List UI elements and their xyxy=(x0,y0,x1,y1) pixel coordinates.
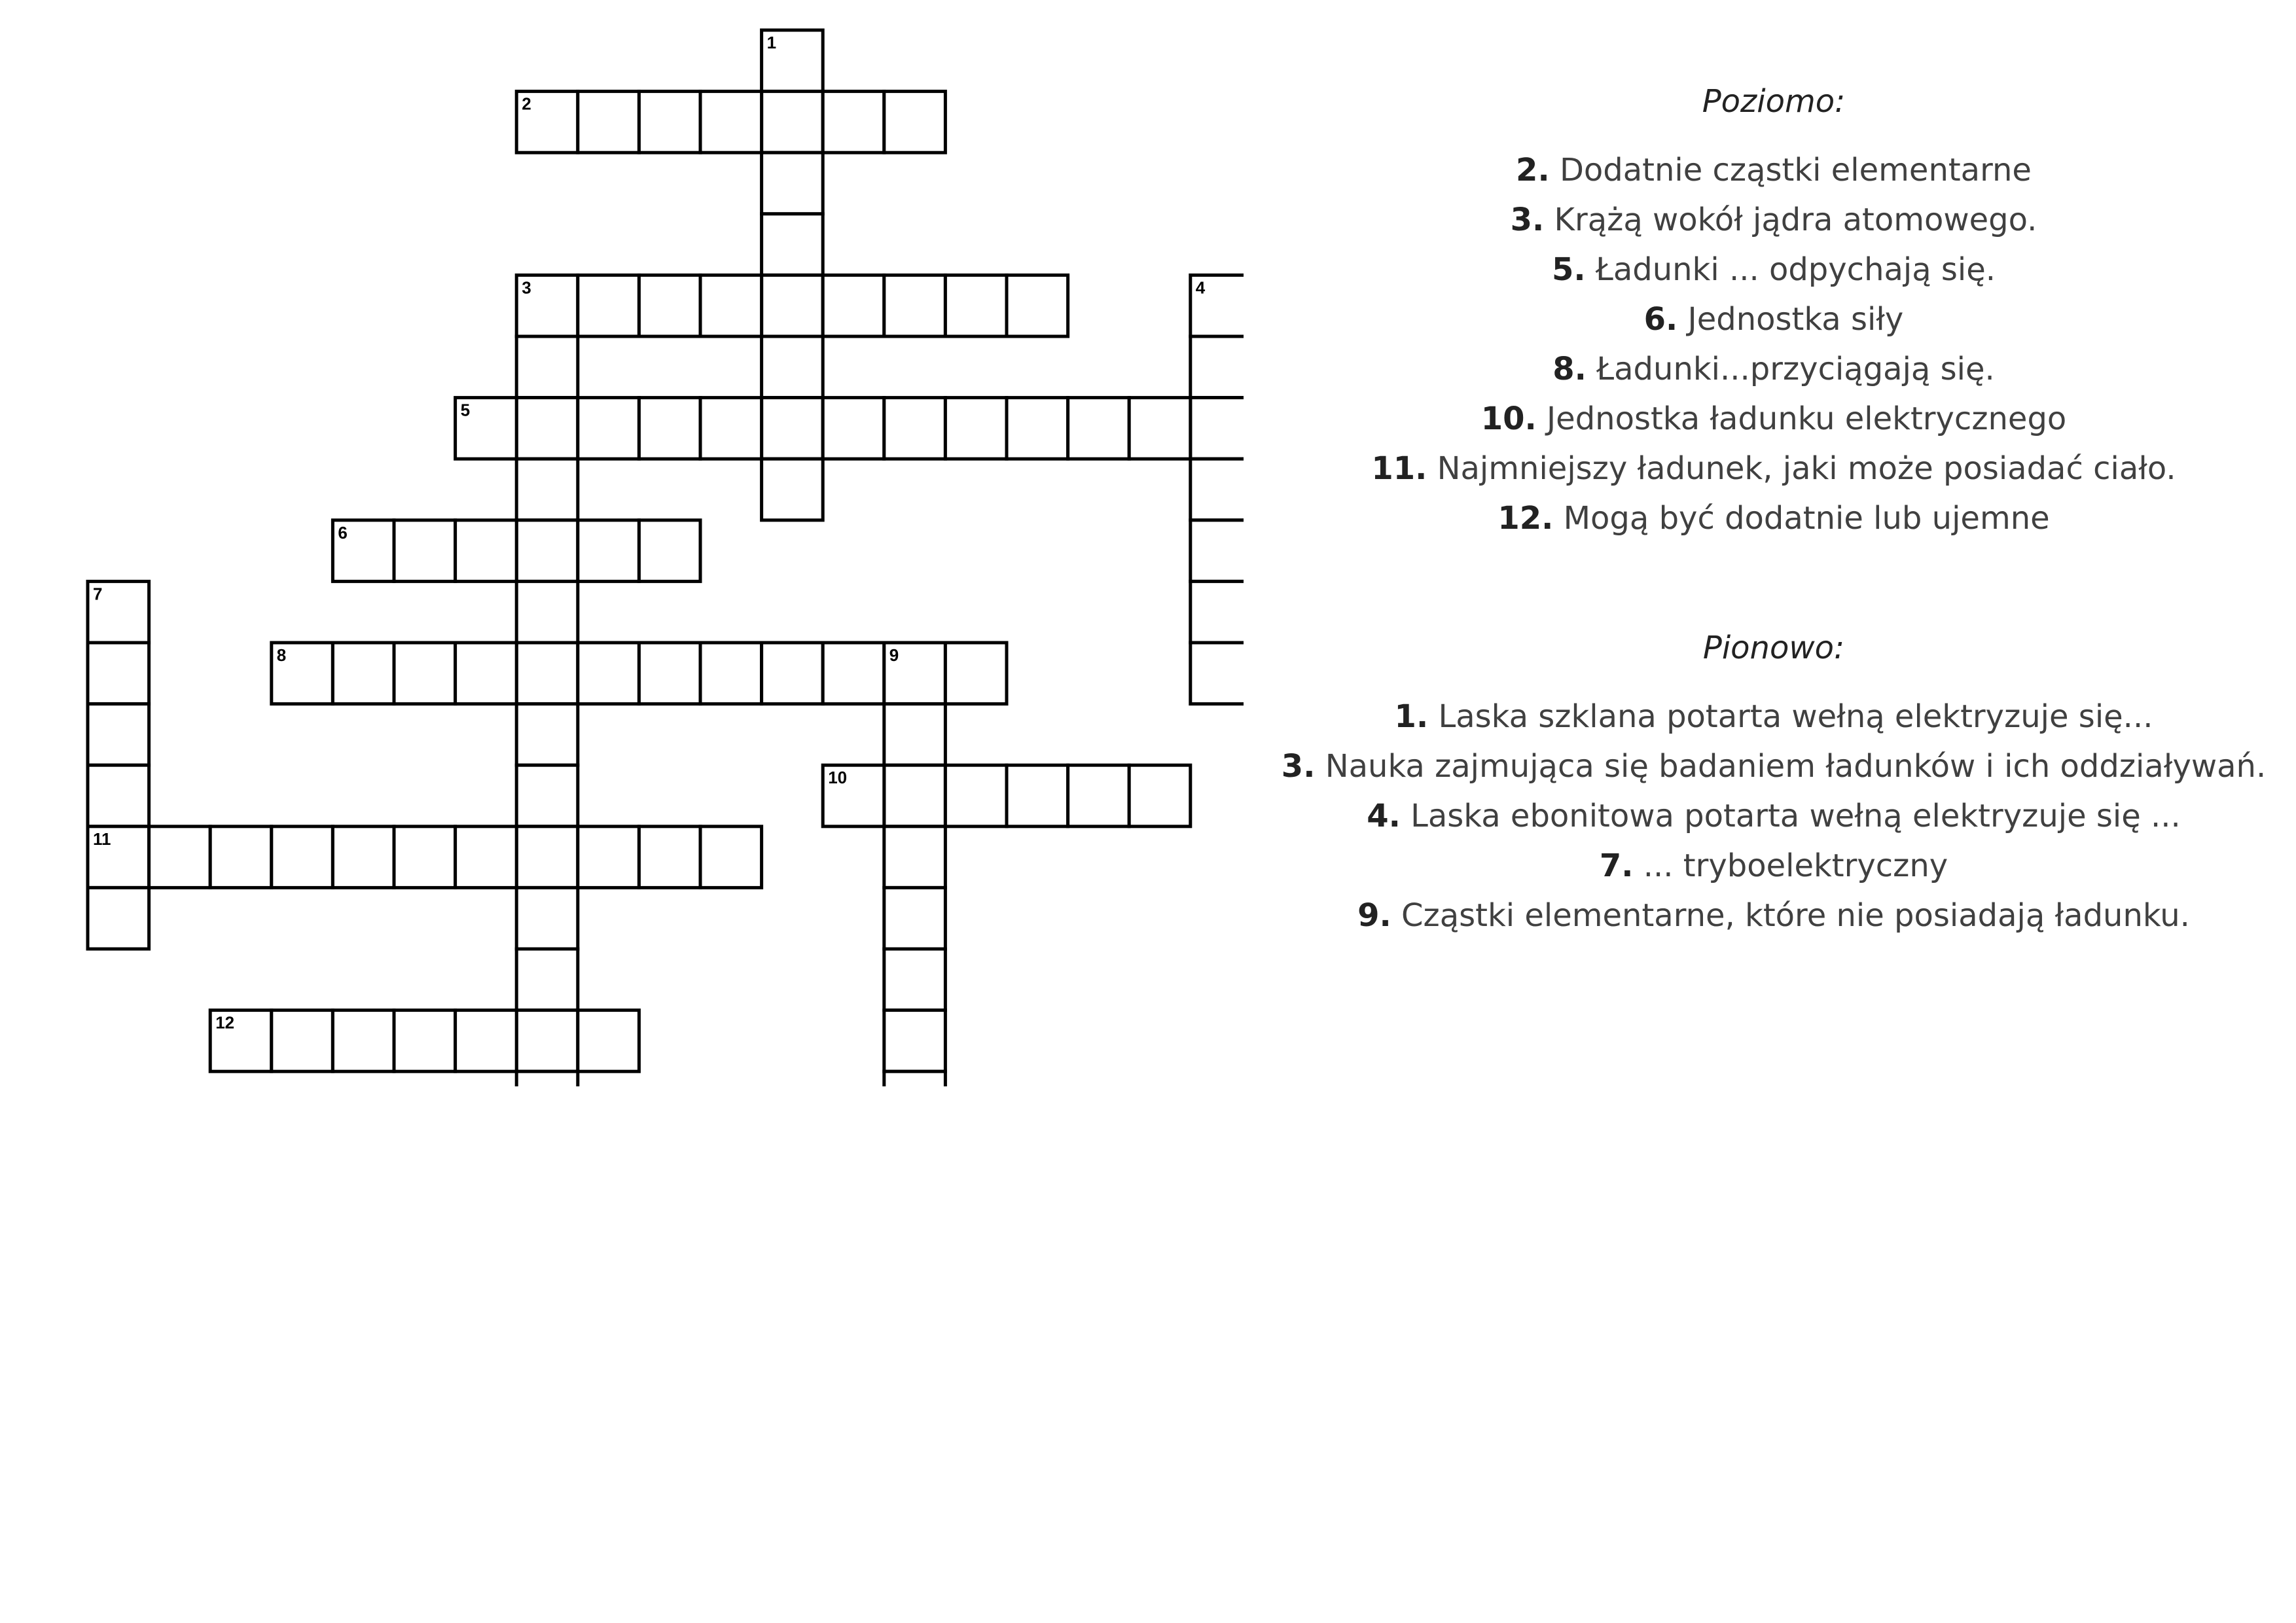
crossword-cell[interactable] xyxy=(272,1010,333,1072)
cell-number: 5 xyxy=(460,400,471,420)
across-clue-5 xyxy=(1244,245,2296,294)
crossword-cell[interactable] xyxy=(88,704,149,766)
crossword-cell[interactable] xyxy=(332,1010,394,1072)
crossword-cell[interactable] xyxy=(639,827,700,888)
across-clue-3 xyxy=(1244,195,2296,245)
crossword-cell[interactable] xyxy=(516,827,578,888)
clue-number: 10. xyxy=(1480,401,1537,437)
cell-number: 12 xyxy=(215,1012,235,1033)
cell-number: 6 xyxy=(338,522,348,543)
crossword-cell[interactable] xyxy=(272,827,333,888)
crossword-cell[interactable] xyxy=(394,520,456,582)
crossword-cell[interactable] xyxy=(823,398,884,459)
crossword-cell[interactable] xyxy=(762,336,823,398)
crossword-cell[interactable] xyxy=(700,92,762,153)
crossword-cell[interactable] xyxy=(762,214,823,276)
cell-number: 8 xyxy=(276,645,287,665)
crossword-cell[interactable] xyxy=(700,827,762,888)
crossword-cell[interactable] xyxy=(639,520,700,582)
crossword-cell[interactable] xyxy=(1007,765,1068,827)
crossword-cell[interactable] xyxy=(823,92,884,153)
crossword-cell[interactable] xyxy=(700,643,762,704)
crossword-cell[interactable] xyxy=(88,765,149,827)
crossword-cell[interactable] xyxy=(1191,581,1244,643)
crossword-cell[interactable] xyxy=(884,1010,946,1072)
crossword-cell[interactable] xyxy=(516,704,578,766)
cell-number: 2 xyxy=(522,94,531,114)
clue-text: Laska szklana potarta wełną elektryzuje się... xyxy=(1438,698,2153,735)
clue-number: 11. xyxy=(1371,450,1427,487)
crossword-cell[interactable] xyxy=(1068,765,1130,827)
crossword-cell[interactable] xyxy=(88,887,149,949)
cell-number: 1 xyxy=(766,33,777,52)
crossword-cell[interactable] xyxy=(884,887,946,949)
crossword-cell[interactable] xyxy=(639,275,700,336)
crossword-cell[interactable] xyxy=(700,398,762,459)
crossword-cell[interactable] xyxy=(149,827,211,888)
crossword-cell[interactable] xyxy=(1068,398,1130,459)
down-clue-list xyxy=(1244,692,2296,940)
crossword-cell[interactable] xyxy=(516,459,578,520)
crossword-cell[interactable] xyxy=(456,643,517,704)
crossword-cell[interactable] xyxy=(884,275,946,336)
crossword-cell[interactable] xyxy=(1007,398,1068,459)
clue-text: Najmniejszy ładunek, jaki może posiadać ciało. xyxy=(1437,450,2176,487)
crossword-cell[interactable] xyxy=(762,152,823,214)
clue-text: Cząstki elementarne, które nie posiadają ładunku. xyxy=(1401,897,2190,934)
crossword-cell[interactable] xyxy=(516,520,578,582)
across-clue-list xyxy=(1244,145,2296,543)
crossword-cell[interactable] xyxy=(823,643,884,704)
crossword-cell[interactable] xyxy=(823,275,884,336)
crossword-cell[interactable] xyxy=(639,643,700,704)
crossword-cell[interactable] xyxy=(762,459,823,520)
down-clue-1 xyxy=(1244,692,2296,741)
crossword-cell[interactable] xyxy=(516,887,578,949)
cell-number: 4 xyxy=(1195,277,1206,298)
clue-text: Ładunki...przyciągają się. xyxy=(1596,351,1995,387)
crossword-cell[interactable] xyxy=(88,643,149,704)
crossword-cell[interactable] xyxy=(1191,520,1244,582)
crossword-cell[interactable] xyxy=(516,1071,578,1086)
crossword-cell[interactable] xyxy=(516,765,578,827)
crossword-cell[interactable] xyxy=(1191,459,1244,520)
crossword-cell[interactable] xyxy=(884,398,946,459)
down-clue-9 xyxy=(1244,891,2296,940)
cell-number: 7 xyxy=(93,584,103,604)
clue-text: Mogą być dodatnie lub ujemne xyxy=(1563,500,2050,537)
crossword-cell[interactable] xyxy=(884,704,946,766)
crossword-cell[interactable] xyxy=(394,1010,456,1072)
crossword-cell[interactable] xyxy=(578,827,639,888)
crossword-cell[interactable] xyxy=(639,92,700,153)
clue-text: Krążą wokół jądra atomowego. xyxy=(1554,202,2037,238)
across-clue-10 xyxy=(1244,394,2296,444)
clue-number: 4. xyxy=(1367,798,1401,834)
crossword-cell[interactable] xyxy=(394,827,456,888)
cell-number: 9 xyxy=(889,645,899,665)
crossword-cell[interactable] xyxy=(578,275,639,336)
crossword-cell[interactable] xyxy=(516,1010,578,1072)
crossword-cell[interactable] xyxy=(945,765,1007,827)
crossword-cell[interactable] xyxy=(332,827,394,888)
crossword-cell[interactable] xyxy=(762,275,823,336)
crossword-cell[interactable] xyxy=(516,643,578,704)
clue-text: ... tryboelektryczny xyxy=(1643,847,1948,884)
crossword-cell[interactable] xyxy=(1007,275,1068,336)
crossword-cell[interactable] xyxy=(639,398,700,459)
clue-number: 9. xyxy=(1357,897,1391,934)
clue-number: 12. xyxy=(1498,500,1554,537)
crossword-cell[interactable] xyxy=(1129,765,1191,827)
clue-number: 8. xyxy=(1552,351,1587,387)
crossword-cell[interactable] xyxy=(884,1071,946,1086)
crossword-cell[interactable] xyxy=(945,275,1007,336)
crossword-cell[interactable] xyxy=(332,643,394,704)
clue-text: Laska ebonitowa potarta wełną elektryzuje się ... xyxy=(1410,798,2181,834)
crossword-cell[interactable] xyxy=(1191,643,1244,704)
crossword-cell[interactable] xyxy=(578,398,639,459)
down-clue-4 xyxy=(1244,791,2296,841)
crossword-cell[interactable] xyxy=(884,827,946,888)
crossword-cell[interactable] xyxy=(578,643,639,704)
crossword-cell[interactable] xyxy=(516,398,578,459)
crossword-cell[interactable] xyxy=(884,765,946,827)
down-heading: Pionowo: xyxy=(1702,630,1845,666)
crossword-cell[interactable] xyxy=(578,520,639,582)
clue-text: Nauka zajmująca się badaniem ładunków i ich oddziaływań. xyxy=(1325,748,2267,785)
crossword-cell[interactable] xyxy=(1129,398,1191,459)
across-clue-6 xyxy=(1244,294,2296,344)
clue-number: 6. xyxy=(1643,301,1678,338)
clue-number: 1. xyxy=(1394,698,1429,735)
crossword-cell[interactable] xyxy=(456,520,517,582)
crossword-cell[interactable] xyxy=(578,92,639,153)
clue-number: 7. xyxy=(1599,847,1634,884)
across-heading: Poziomo: xyxy=(1702,83,1846,120)
crossword-cell[interactable] xyxy=(945,398,1007,459)
clue-number: 3. xyxy=(1281,748,1316,785)
across-clue-2 xyxy=(1244,145,2296,195)
cell-number: 3 xyxy=(522,277,531,298)
crossword-cell[interactable] xyxy=(456,827,517,888)
clue-number: 2. xyxy=(1516,152,1550,188)
cell-number: 11 xyxy=(93,829,111,849)
across-clues-panel xyxy=(1244,79,2296,543)
crossword-cell[interactable] xyxy=(884,949,946,1010)
crossword-grid xyxy=(0,0,1244,1086)
crossword-cell[interactable] xyxy=(762,92,823,153)
clue-number: 5. xyxy=(1551,251,1586,288)
clue-text: Ładunki ... odpychają się. xyxy=(1595,251,1996,288)
clue-text: Jednostka siły xyxy=(1687,301,1904,338)
crossword-cell[interactable] xyxy=(1191,398,1244,459)
clue-number: 3. xyxy=(1510,202,1545,238)
down-clue-7 xyxy=(1244,841,2296,891)
clue-text: Dodatnie cząstki elementarne xyxy=(1559,152,2032,188)
crossword-cell[interactable] xyxy=(884,92,946,153)
crossword-cell[interactable] xyxy=(210,827,272,888)
crossword-cell[interactable] xyxy=(762,398,823,459)
down-clues-panel xyxy=(1244,625,2296,940)
cell-number: 10 xyxy=(828,768,848,788)
crossword-cell[interactable] xyxy=(700,275,762,336)
crossword-cell[interactable] xyxy=(394,643,456,704)
across-clue-12 xyxy=(1244,493,2296,543)
across-clue-8 xyxy=(1244,344,2296,394)
down-clue-3 xyxy=(1244,741,2296,791)
crossword-cell[interactable] xyxy=(516,581,578,643)
crossword-cell[interactable] xyxy=(516,949,578,1010)
crossword-cell[interactable] xyxy=(1191,336,1244,398)
crossword-cell[interactable] xyxy=(456,1010,517,1072)
clue-text: Jednostka ładunku elektrycznego xyxy=(1547,401,2067,437)
across-clue-11 xyxy=(1244,444,2296,493)
crossword-cell[interactable] xyxy=(945,643,1007,704)
crossword-cell[interactable] xyxy=(516,336,578,398)
crossword-cell[interactable] xyxy=(578,1010,639,1072)
crossword-cell[interactable] xyxy=(762,643,823,704)
